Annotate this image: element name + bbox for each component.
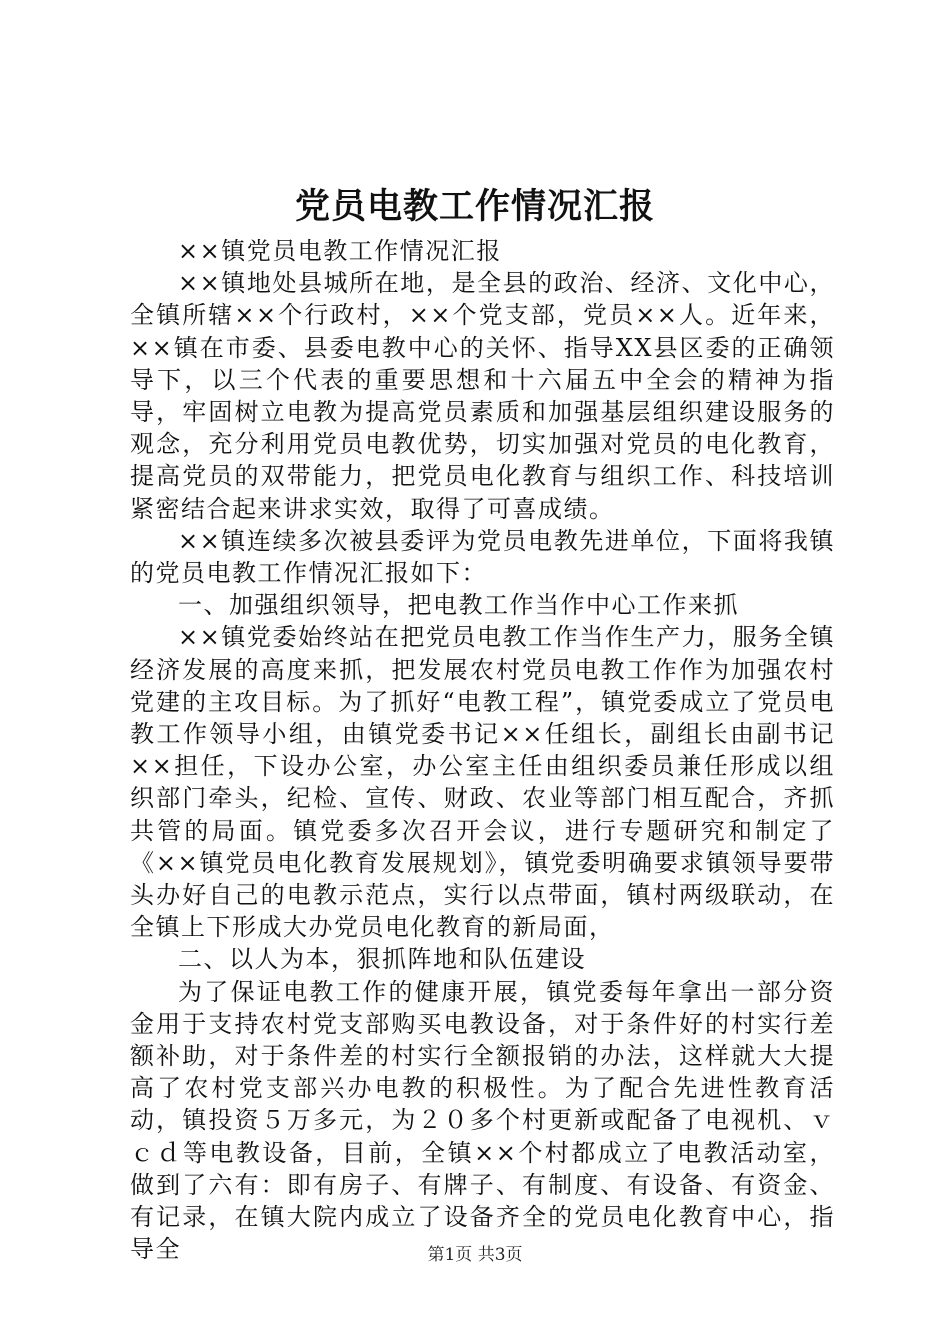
section-heading-2: 二、以人为本，狠抓阵地和队伍建设 xyxy=(178,945,586,974)
page-footer: 第1页 共3页 xyxy=(427,1245,523,1265)
paragraph-subtitle: ××镇党员电教工作情况汇报 xyxy=(178,237,502,265)
document-body xyxy=(130,235,835,1266)
section-heading-1: 一、加强组织领导，把电教工作当作中心工作来抓 xyxy=(178,591,739,620)
document-title: 党员电教工作情况汇报 xyxy=(294,186,655,227)
paragraph-section-2: 为了保证电教工作的健康开展，镇党委每年拿出一部分资金用于支持农村党支部购买电教设备，对于条件好的村实行差额补助，对于条件差的村实行全额报销的办法，这样就大大提高了农村党支部兴办电教的积极性。为了配合先进性教育活动，镇投资５万多元，为２０多个村更新或配备了电视机、ｖｃｄ等电教设备，目前，全镇××个村都成立了电教活动室，做到了六有：即有房子、有牌子、有制度、有设备、有资金、有记录，在镇大院内成立了设备齐全的党员电化教育中心，指导全 xyxy=(130,977,835,1264)
paragraph-summary: ××镇连续多次被县委评为党员电教先进单位，下面将我镇的党员电教工作情况汇报如下： xyxy=(130,526,835,588)
paragraph-intro: ××镇地处县城所在地，是全县的政治、经济、文化中心，全镇所辖××个行政村，××个党支部，党员××人。近年来，××镇在市委、县委电教中心的关怀、指导XX县区委的正确领导下，以三个代表的重要思想和十六届五中全会的精神为指导，牢固树立电教为提高党员素质和加强基层组织建设服务的观念，充分利用党员电教优势，切实加强对党员的电化教育，提高党员的双带能力，把党员电化教育与组织工作、科技培训紧密结合起来讲求实效，取得了可喜成绩。 xyxy=(130,269,835,523)
paragraph-section-1: ××镇党委始终站在把党员电教工作当作生产力，服务全镇经济发展的高度来抓，把发展农村党员电教工作作为加强农村党建的主攻目标。为了抓好“电教工程”，镇党委成立了党员电教工作领导小组，由镇党委书记××任组长，副组长由副书记××担任，下设办公室，办公室主任由组织委员兼任形成以组织部门牵头，纪检、宣传、财政、农业等部门相互配合，齐抓共管的局面。镇党委多次召开会议，进行专题研究和制定了《××镇党员电化教育发展规划》，镇党委明确要求镇领导要带头办好自己的电教示范点，实行以点带面，镇村两级联动，在全镇上下形成大办党员电化教育的新局面， xyxy=(130,623,835,942)
